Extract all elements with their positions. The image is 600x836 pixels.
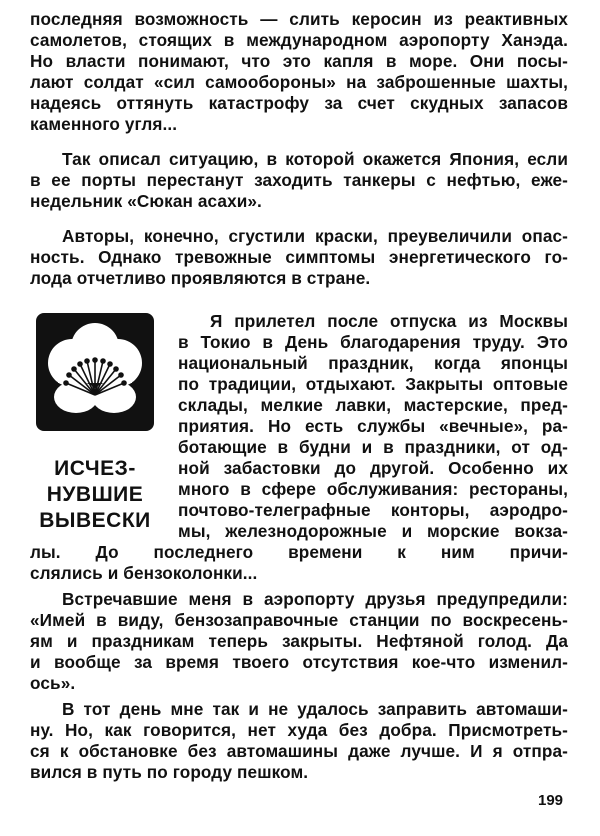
page-number: 199 (538, 792, 564, 809)
text-line: мы, железнодорожные и морские вокза- (178, 521, 568, 541)
text-line: надеясь оттянуть катастрофу за счет скудных запасов (30, 93, 568, 113)
text-line: приятия. Но есть службы «вечные», ра- (178, 416, 568, 436)
text-line: самолетов, стоящих в международном аэропорту Ханэда. (30, 30, 568, 50)
text-line: ось». (30, 673, 76, 693)
heading-line: НУВШИЕ (46, 483, 144, 506)
text-line: Но власти понимают, что это капля в море. Они посы- (30, 51, 568, 71)
text-line: почтово-телеграфные конторы, аэродро- (178, 500, 568, 520)
text-line: ной забастовки до другой. Особенно их (178, 458, 568, 478)
text-line: лы. До последнего времени к ним причи- (30, 542, 568, 562)
paragraph-3 (30, 226, 568, 289)
paragraph-4 (178, 311, 568, 542)
text-line: Встречавшие меня в аэропорту друзья предупредили: (62, 589, 568, 609)
text-line: недельник «Сюкан асахи». (30, 191, 262, 211)
text-line: Так описал ситуацию, в которой окажется Япония, если (62, 149, 568, 169)
text-line: В тот день мне так и не удалось заправить автомаши- (62, 699, 568, 719)
heading-line: ИСЧЕЗ- (54, 457, 136, 480)
text-line: Авторы, конечно, сгустили краски, преувеличили опас- (62, 226, 568, 246)
text-line: много в сфере обслуживания: рестораны, (178, 479, 568, 499)
text-line: лают солдат «сил самообороны» на заброшенные шахты, (30, 72, 568, 92)
text-line: ям и праздникам теперь закрыты. Нефтяной голод. Да (30, 631, 568, 651)
text-line: Я прилетел после отпуска из Москвы (210, 311, 568, 331)
text-line: лода отчетливо проявляются в стране. (30, 268, 371, 288)
text-line: национальный праздник, когда японцы (178, 353, 568, 373)
text-line: склады, мелкие лавки, мастерские, пред- (178, 395, 568, 415)
text-line: в ее порты перестанут заходить танкеры с нефтью, еже- (30, 170, 568, 190)
text-line: «Имей в виду, бензозаправочные станции по воскресень- (30, 610, 568, 630)
paragraph-6 (30, 699, 568, 783)
text-line: каменного угля... (30, 114, 178, 134)
paragraph-1 (30, 9, 568, 135)
paragraph-2 (30, 149, 568, 212)
text-line: по традиции, отдыхают. Закрыты оптовые (178, 374, 568, 394)
paragraph-5 (30, 589, 568, 694)
text-line: ну. Но, как говорится, нет худа без добра. Присмотреть- (30, 720, 568, 740)
text-line: ся к обстановке без автомашины даже лучше. И я отпра- (30, 741, 568, 761)
text-line: слялись и бензоколонки... (30, 563, 258, 583)
text-line: ность. Однако тревожные симптомы энергетического го- (30, 247, 568, 267)
text-line: последняя возможность — слить керосин из реактивных (30, 9, 568, 29)
text-line: и вообще за время твоего отсутствия кое-что изменил- (30, 652, 568, 672)
section-heading (30, 456, 160, 534)
text-line: ботающие в будни и в праздники, от од- (178, 437, 568, 457)
text-line: вился в путь по городу пешком. (30, 762, 309, 782)
heading-line: ВЫВЕСКИ (39, 509, 151, 532)
paragraph-4-continued (30, 542, 568, 584)
plum-blossom-emblem-icon (36, 313, 154, 431)
text-line: в Токио в День благодарения труду. Это (178, 332, 568, 352)
